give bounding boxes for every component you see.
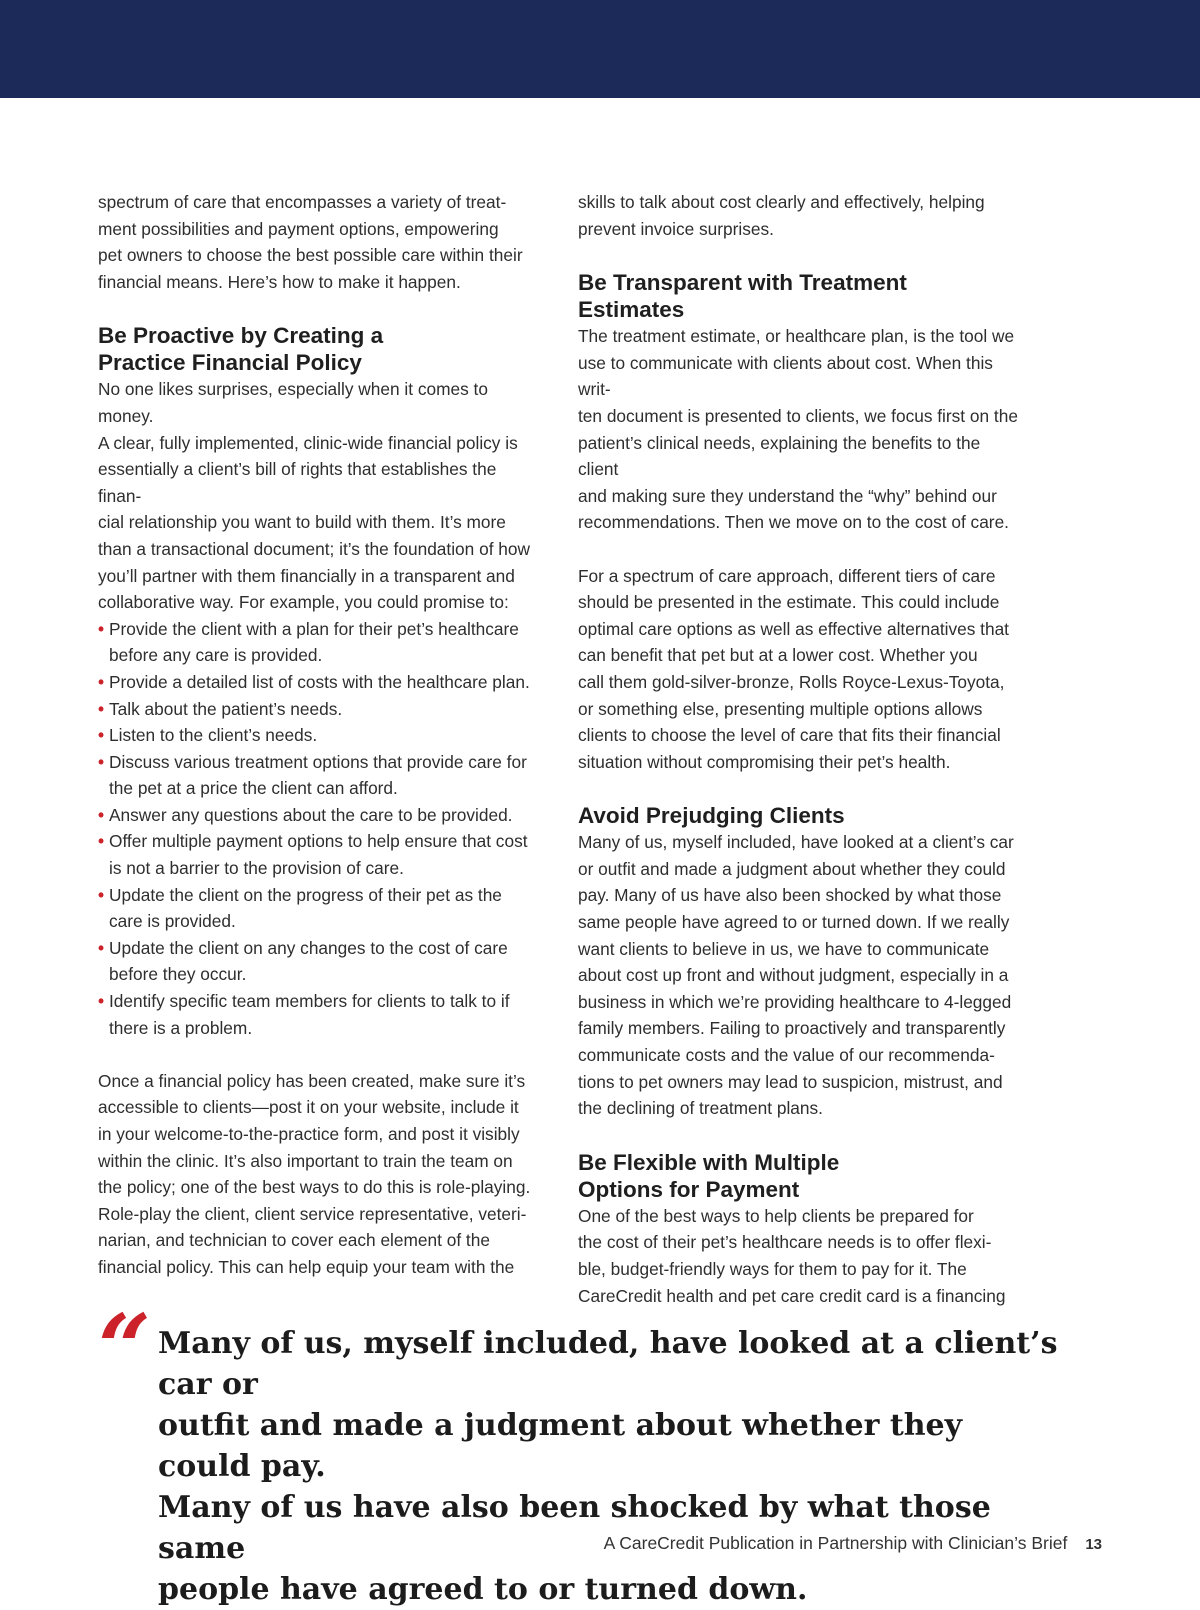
text-line: call them gold-silver-bronze, Rolls Royce-Lexus-Toyota,	[578, 671, 1005, 692]
text-line: Answer any questions about the care to be provided.	[109, 804, 513, 825]
text-line: want clients to believe in us, we have to communicate	[578, 938, 990, 959]
text-line: optimal care options as well as effective alternatives that	[578, 618, 1009, 639]
bullet-icon: •	[98, 991, 105, 1012]
text-line: accessible to clients—post it on your website, include it	[98, 1097, 519, 1118]
closing-paragraph	[98, 1068, 538, 1281]
list-item	[98, 935, 538, 988]
text-line: CareCredit health and pet care credit card is a financing	[578, 1285, 1006, 1306]
text-line: Be Flexible with Multiple	[578, 1149, 840, 1175]
bullet-icon: •	[98, 831, 105, 852]
page-number: 13	[1085, 1536, 1102, 1553]
pull-quote	[158, 1323, 1058, 1610]
text-line: care is provided.	[109, 911, 236, 932]
left-column	[98, 189, 538, 1281]
bullet-icon: •	[98, 725, 105, 746]
text-line: before any care is provided.	[109, 645, 323, 666]
text-line: recommendations. Then we move on to the cost of care.	[578, 512, 1009, 533]
text-line: Be Transparent with Treatment Estimates	[578, 270, 907, 323]
bullet-icon: •	[98, 884, 105, 905]
text-line: same people have agreed to or turned down. If we really	[578, 912, 1010, 933]
text-line: before they occur.	[109, 964, 247, 985]
continuation-paragraph	[578, 189, 1018, 242]
list-item	[98, 802, 538, 829]
list-item	[98, 749, 538, 802]
bullet-icon: •	[98, 618, 105, 639]
intro-paragraph	[98, 189, 538, 295]
text-line: Identify specific team members for clients to talk to if	[109, 991, 510, 1012]
text-line: prevent invoice surprises.	[578, 218, 774, 239]
text-line: A clear, fully implemented, clinic-wide financial policy is	[98, 432, 518, 453]
text-line: One of the best ways to help clients be prepared for	[578, 1205, 974, 1226]
text-line: or outfit and made a judgment about whether they could	[578, 858, 1006, 879]
text-line: Listen to the client’s needs.	[109, 725, 318, 746]
payment-paragraph	[578, 1203, 1018, 1309]
text-line: Be Proactive by Creating a	[98, 323, 384, 349]
text-line: than a transactional document; it’s the foundation of how	[98, 538, 530, 559]
text-line: spectrum of care that encompasses a variety of treat-	[98, 192, 507, 212]
bullet-icon: •	[98, 937, 105, 958]
heading-avoid-prejudging	[578, 802, 1018, 829]
publication-credit: A CareCredit Publication in Partnership with Clinician’s Brief	[603, 1533, 1068, 1553]
text-line: Many of us have also been shocked by what those same	[158, 1490, 991, 1566]
text-line: business in which we’re providing healthcare to 4-legged	[578, 991, 1012, 1012]
text-line: family members. Failing to proactively and transparently	[578, 1018, 1006, 1039]
text-line: pet owners to choose the best possible care within their	[98, 245, 523, 266]
list-item	[98, 988, 538, 1041]
footer	[604, 1531, 1102, 1557]
text-line: ble, budget-friendly ways for them to pay for it. The	[578, 1259, 967, 1279]
text-line: collaborative way. For example, you could promise to:	[98, 592, 509, 613]
heading-treatment-estimates	[578, 269, 1018, 323]
text-line: No one likes surprises, especially when it comes to money.	[98, 379, 488, 426]
text-line: and making sure they understand the “why” behind our	[578, 485, 997, 506]
text-line: about cost up front and without judgment, especially in a	[578, 965, 1009, 986]
text-line: outfit and made a judgment about whether they could pay.	[158, 1408, 963, 1484]
promise-list	[98, 616, 538, 1042]
text-line: cial relationship you want to build with them. It’s more	[98, 512, 506, 533]
list-item	[98, 616, 538, 669]
financial-policy-paragraph	[98, 376, 538, 615]
text-line: Update the client on any changes to the cost of care	[109, 937, 508, 958]
text-line: within the clinic. It’s also important to train the team on	[98, 1150, 513, 1171]
text-line: the policy; one of the best ways to do this is role-playing.	[98, 1177, 531, 1198]
heading-flexible-payment	[578, 1149, 1018, 1203]
list-item	[98, 696, 538, 723]
bullet-icon: •	[98, 698, 105, 719]
text-line: Avoid Prejudging Clients	[578, 803, 845, 829]
text-line: Provide a detailed list of costs with the healthcare plan.	[109, 671, 530, 692]
text-line: Talk about the patient’s needs.	[109, 698, 343, 719]
right-column	[578, 189, 1018, 1309]
heading-financial-policy	[98, 322, 538, 376]
text-line: can benefit that pet but at a lower cost. Whether you	[578, 645, 978, 666]
bullet-icon: •	[98, 804, 105, 825]
text-line: the cost of their pet’s healthcare needs is to offer flexi-	[578, 1232, 992, 1253]
text-line: the pet at a price the client can afford.	[109, 778, 398, 799]
text-line: financial means. Here’s how to make it happen.	[98, 271, 461, 292]
text-line: pay. Many of us have also been shocked by what those	[578, 885, 1002, 906]
text-line: narian, and technician to cover each element of the	[98, 1230, 490, 1251]
text-line: patient’s clinical needs, explaining the benefits to the client	[578, 432, 981, 480]
text-line: Practice Financial Policy	[98, 350, 362, 376]
text-line: Offer multiple payment options to help ensure that cost	[109, 831, 528, 852]
text-line: Discuss various treatment options that provide care for	[109, 751, 527, 772]
text-line: Once a financial policy has been created, make sure it’s	[98, 1070, 526, 1091]
text-line: Role-play the client, client service representative, veteri-	[98, 1203, 527, 1224]
text-line: or something else, presenting multiple options allows	[578, 698, 983, 719]
text-line: essentially a client’s bill of rights that establishes the finan-	[98, 459, 497, 506]
text-line: Provide the client with a plan for their pet’s healthcare	[109, 618, 519, 639]
list-item	[98, 669, 538, 696]
text-line: For a spectrum of care approach, different tiers of care	[578, 565, 996, 586]
text-line: use to communicate with clients about cost. When this writ-	[578, 352, 993, 400]
text-line: The treatment estimate, or healthcare plan, is the tool we	[578, 326, 1015, 347]
bullet-icon: •	[98, 671, 105, 692]
text-line: Many of us, myself included, have looked at a client’s car	[578, 832, 1014, 853]
text-line: should be presented in the estimate. This could include	[578, 592, 1000, 613]
list-item	[98, 722, 538, 749]
prejudging-paragraph	[578, 829, 1018, 1122]
text-line: situation without compromising their pet’s health.	[578, 751, 951, 772]
text-line: financial policy. This can help equip your team with the	[98, 1256, 515, 1277]
text-line: ten document is presented to clients, we focus first on the	[578, 405, 1018, 426]
text-line: Many of us, myself included, have looked at a client’s car or	[158, 1326, 1058, 1402]
quote-mark-icon: “	[98, 1294, 151, 1402]
text-line: you’ll partner with them financially in a transparent and	[98, 565, 515, 586]
header-band	[0, 0, 1200, 98]
estimates-paragraph-2	[578, 563, 1018, 776]
text-line: there is a problem.	[109, 1017, 253, 1038]
text-line: tions to pet owners may lead to suspicion, mistrust, and	[578, 1071, 1003, 1092]
text-line: communicate costs and the value of our recommenda-	[578, 1045, 995, 1066]
text-line: people have agreed to or turned down.	[158, 1572, 808, 1607]
text-line: skills to talk about cost clearly and effectively, helping	[578, 192, 985, 212]
text-line: in your welcome-to-the-practice form, and post it visibly	[98, 1124, 520, 1144]
text-line: is not a barrier to the provision of care.	[109, 858, 404, 879]
list-item	[98, 882, 538, 935]
text-line: ment possibilities and payment options, empowering	[98, 218, 499, 239]
bullet-icon: •	[98, 751, 105, 772]
estimates-paragraph-1	[578, 323, 1018, 536]
text-line: clients to choose the level of care that fits their financial	[578, 725, 1001, 746]
text-line: the declining of treatment plans.	[578, 1098, 823, 1119]
text-line: Update the client on the progress of their pet as the	[109, 884, 502, 905]
list-item	[98, 828, 538, 881]
text-line: Options for Payment	[578, 1176, 800, 1202]
